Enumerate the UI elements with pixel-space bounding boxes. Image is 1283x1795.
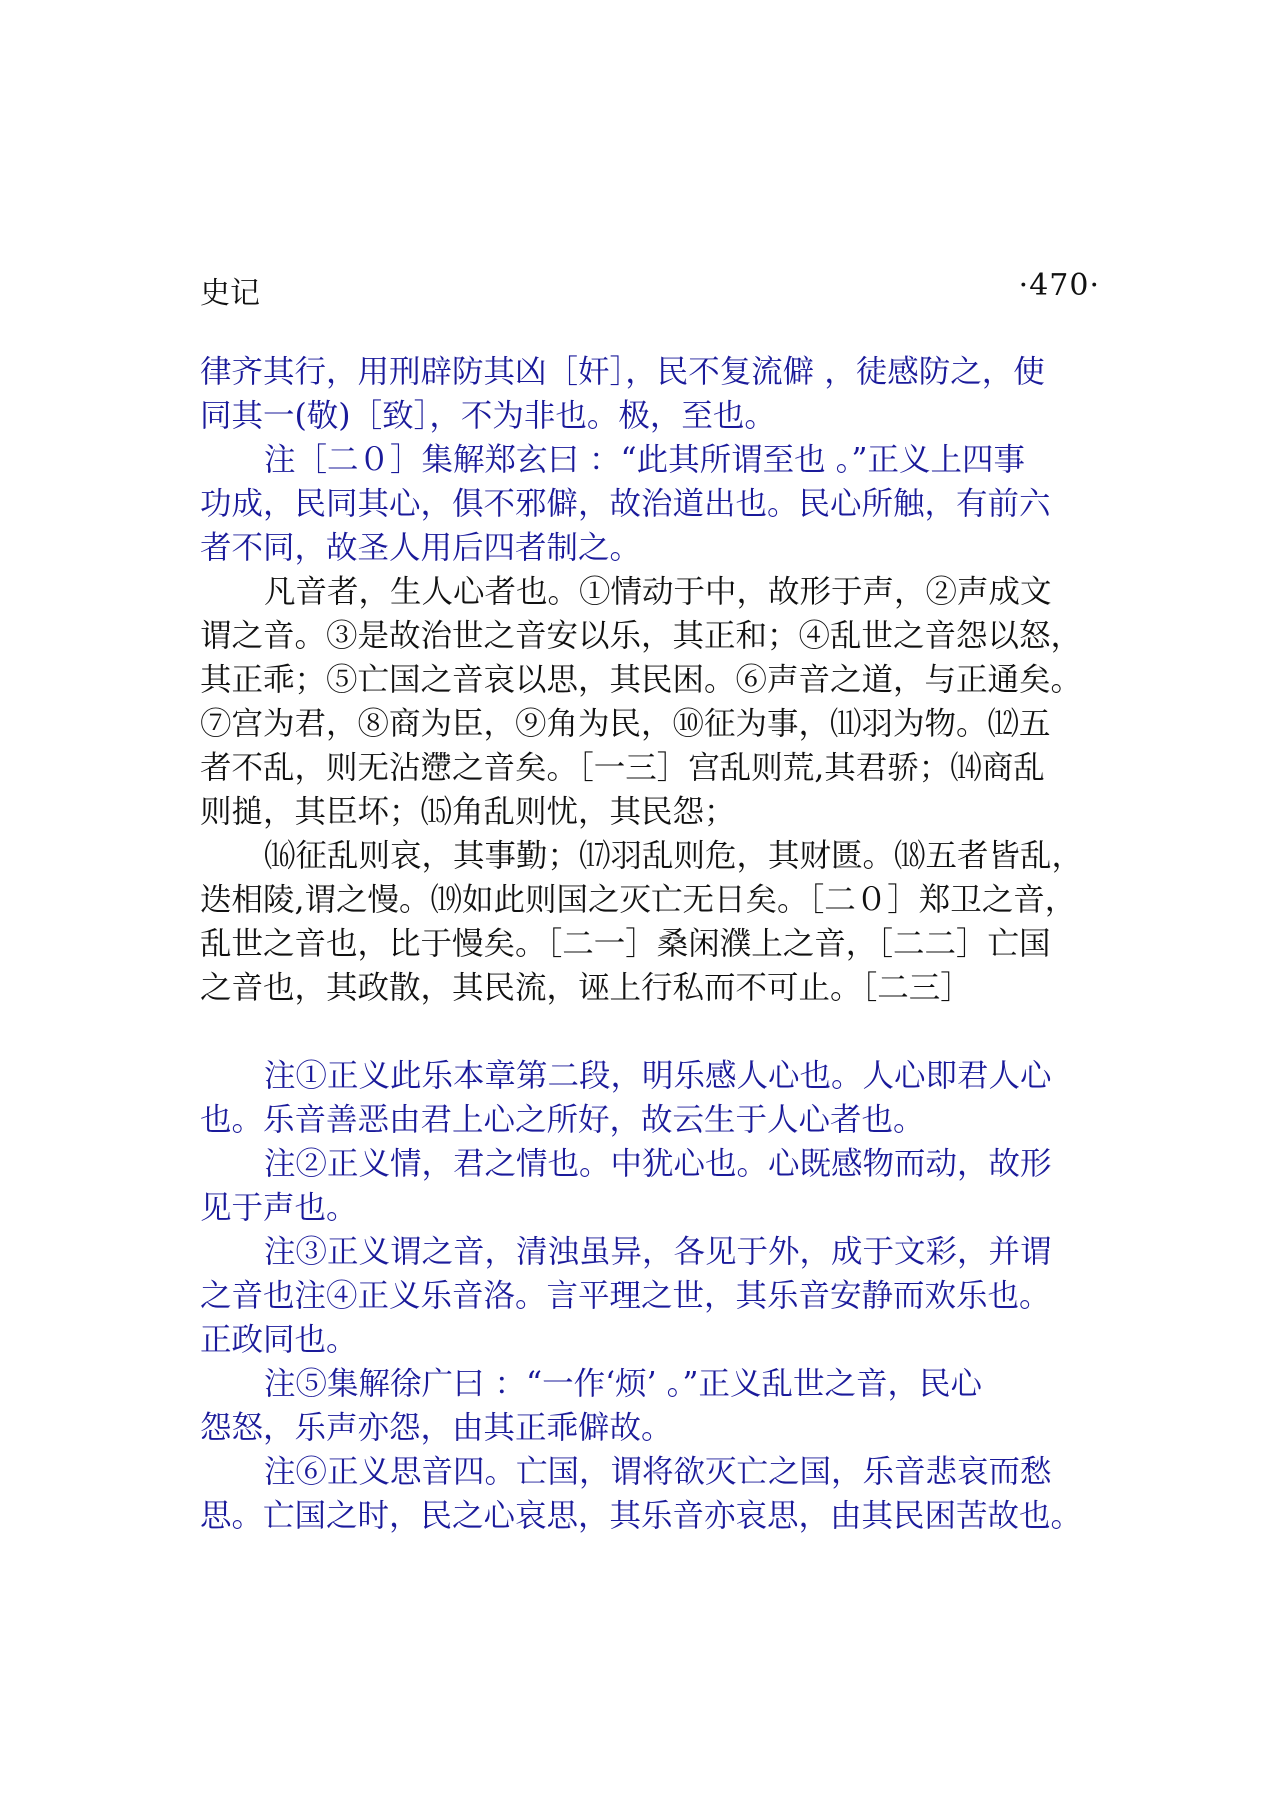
text-line: 正政同也。 bbox=[200, 1322, 358, 1358]
main-text-line: 其正乖；⑤亡国之音哀以思，其民困。⑥声音之道，与正通矣。 bbox=[200, 662, 1083, 698]
page-body bbox=[200, 350, 1110, 1538]
text-line: 功成，民同其心，俱不邪僻，故治道出也。民心所触，有前六 bbox=[200, 486, 1051, 522]
text-line: 见于声也。 bbox=[200, 1190, 358, 1226]
main-text-line: ⒃征乱则哀，其事勤；⒄羽乱则危，其财匮。⒅五者皆乱， bbox=[264, 838, 1084, 874]
note-line: 注③正义谓之音，清浊虽异，各见于外，成于文彩，并谓 bbox=[264, 1234, 1052, 1270]
text-line: 同其一(敬)［致］，不为非也。极，至也。 bbox=[200, 398, 776, 434]
text-line: 之音也注④正义乐音洛。言平理之世，其乐音安静而欢乐也。 bbox=[200, 1278, 1051, 1314]
text-line: 者不同，故圣人用后四者制之。 bbox=[200, 530, 642, 566]
main-text-line: 凡音者，生人心者也。①情动于中，故形于声，②声成文 bbox=[264, 574, 1052, 610]
note-line: 注⑤集解徐广曰 ：“一作‘烦’ 。”正义乱世之音，民心 bbox=[264, 1366, 983, 1402]
main-text-line: 者不乱，则无沾懘之音矣。［一三］宫乱则荒,其君骄；⒁商乱 bbox=[200, 750, 1045, 786]
note-line: 注［二０］集解郑玄曰 ：“此其所谓至也 。”正义上四事 bbox=[264, 442, 1025, 478]
text-line: 律齐其行，用刑辟防其凶［奸］，民不复流僻 ，徒感防之，使 bbox=[200, 354, 1045, 390]
main-text-line: 则搥，其臣坏；⒂角乱则忧，其民怨； bbox=[200, 794, 736, 830]
main-text-line: 谓之音。③是故治世之音安以乐，其正和；④乱世之音怨以怒， bbox=[200, 618, 1083, 654]
page-header bbox=[200, 268, 1100, 312]
main-text-line: 之音也，其政散，其民流，诬上行私而不可止。［二三］ bbox=[200, 970, 972, 1006]
paragraph-gap bbox=[200, 1010, 1110, 1054]
note-line: 注①正义此乐本章第二段，明乐感人心也。人心即君人心 bbox=[264, 1058, 1052, 1094]
text-line: 也。乐音善恶由君上心之所好，故云生于人心者也。 bbox=[200, 1102, 925, 1138]
note-line: 注②正义情，君之情也。中犹心也。心既感物而动，故形 bbox=[264, 1146, 1052, 1182]
main-text-line: 乱世之音也，比于慢矣。［二一］桑闲濮上之音，［二二］亡国 bbox=[200, 926, 1051, 962]
main-text-line: ⑦宫为君，⑧商为臣，⑨角为民，⑩征为事，⑾羽为物。⑿五 bbox=[200, 706, 1051, 742]
main-text-line: 迭相陵,谓之慢。⒆如此则国之灭亡无日矣。［二０］郑卫之音， bbox=[200, 882, 1077, 918]
book-title: 史记 bbox=[200, 276, 260, 311]
page-number: ·470· bbox=[1018, 268, 1100, 303]
text-line: 思。亡国之时，民之心哀思，其乐音亦哀思，由其民困苦故也。 bbox=[200, 1498, 1083, 1534]
text-line: 怨怒，乐声亦怨，由其正乖僻故。 bbox=[200, 1410, 673, 1446]
note-line: 注⑥正义思音四。亡国，谓将欲灭亡之国，乐音悲哀而愁 bbox=[264, 1454, 1052, 1490]
